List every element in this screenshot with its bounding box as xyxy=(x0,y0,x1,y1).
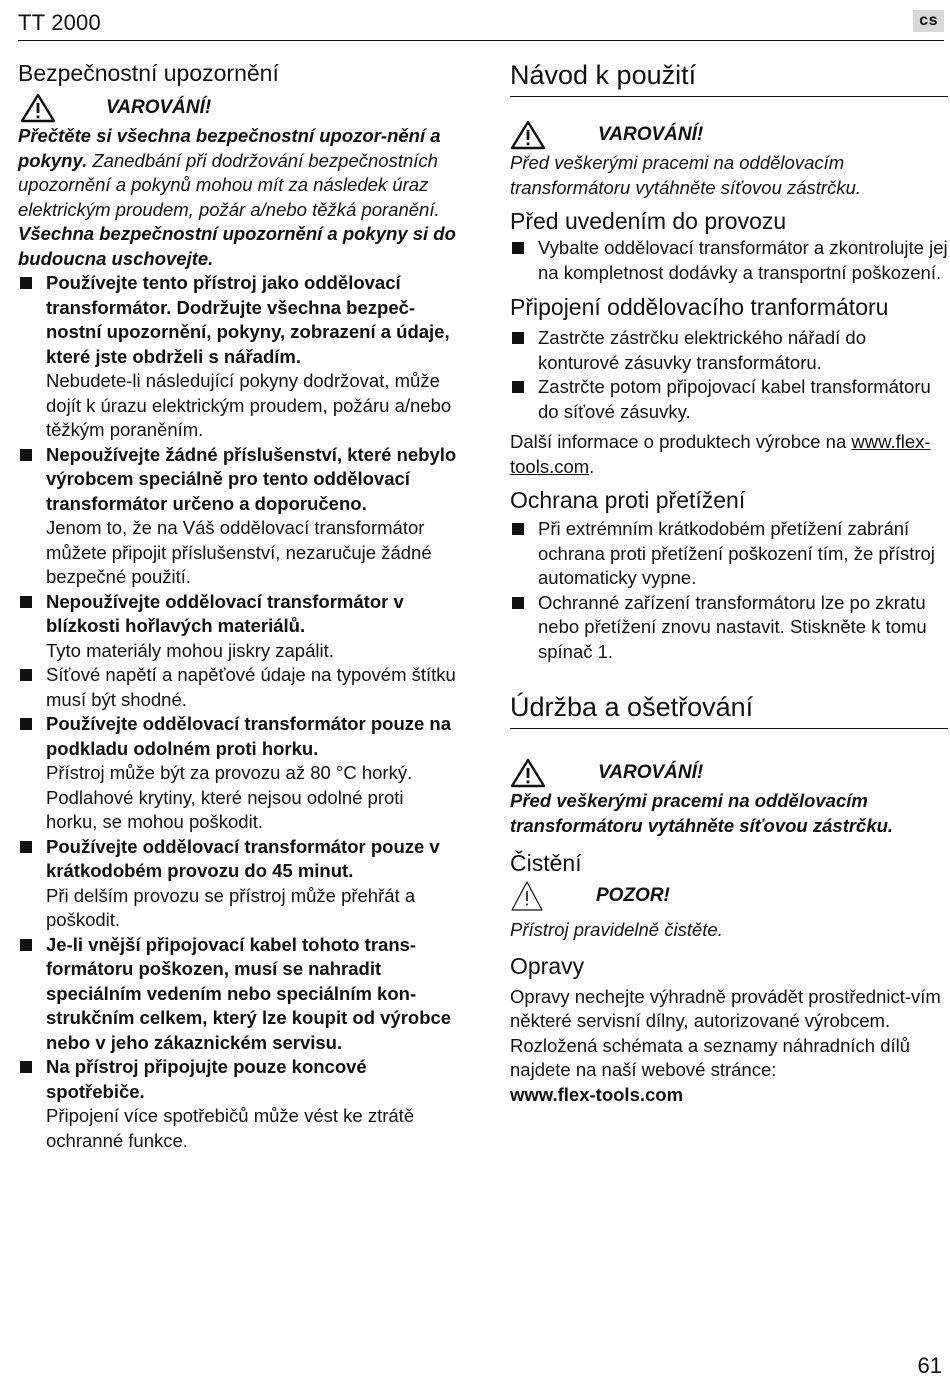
left-column xyxy=(18,58,458,1153)
section-title-startup: Před uvedením do provozu xyxy=(510,208,787,234)
safety-item xyxy=(18,590,458,664)
warning-label: VAROVÁNÍ! xyxy=(598,761,704,783)
item-bold: Je-li vnější připojovací kabel tohoto trans-formátoru poškozen, musí se nahradit speciálním vedením nebo speciálním kon-strukčním celkem, který lze koupit od výrobce nebo v jeho zákaznickém servisu. xyxy=(46,933,452,1053)
section-title-overload: Ochrana proti přetížení xyxy=(510,487,746,513)
caution-label: POZOR! xyxy=(596,884,670,906)
bullet-square-icon xyxy=(512,597,524,609)
warning-row xyxy=(18,92,458,124)
keep-instructions: Všechna bezpečnostní upozornění a pokyny si do budoucna uschovejte. xyxy=(18,223,456,269)
safety-item xyxy=(18,663,458,712)
bullet-square-icon xyxy=(20,449,32,461)
item-text: Při extrémním krátkodobém přetížení zabrání ochrana proti přetížení poškození tím, že přístroj automaticky vypne. xyxy=(538,518,935,588)
safety-item xyxy=(18,933,458,1056)
intro-paragraph xyxy=(18,124,458,222)
item-bold: Používejte oddělovací transformátor pouze na podkladu odolném proti horku. xyxy=(46,713,452,759)
safety-item xyxy=(18,443,458,590)
item-text: Zastrčte zástrčku elektrického nářadí do konturové zásuvky transformátoru. xyxy=(538,327,867,373)
list-item xyxy=(510,326,948,375)
section-title-repairs: Opravy xyxy=(510,952,585,979)
item-text: Vybalte oddělovací transformátor a zkontrolujte jej na kompletnost dodávky a transportní poškození. xyxy=(538,237,948,283)
website-link[interactable]: www.flex-tools.com xyxy=(510,431,931,477)
item-text: Připojení více spotřebičů může vést ke ztrátě ochranné funkce. xyxy=(46,1105,415,1151)
bullet-square-icon xyxy=(20,596,32,608)
item-bold: Nepoužívejte oddělovací transformátor v blízkosti hořlavých materiálů. xyxy=(46,590,404,636)
connect-list xyxy=(510,326,948,424)
safety-item xyxy=(18,1055,458,1153)
item-text: Přístroj může být za provozu až 80 °C horký. Podlahové krytiny, které nejsou odolné proti horku, se mohou poškodit. xyxy=(46,762,413,832)
startup-list xyxy=(510,236,948,285)
list-item xyxy=(510,236,948,285)
bullet-square-icon xyxy=(20,718,32,730)
usage-title: Návod k použití xyxy=(510,58,948,97)
warning-triangle-icon xyxy=(510,120,546,150)
safety-item xyxy=(18,712,458,835)
list-item xyxy=(510,517,948,591)
cleaning-text: Přístroj pravidelně čistěte. xyxy=(510,919,723,940)
overload-list xyxy=(510,517,948,664)
item-bold: Používejte tento přístroj jako oddělovací transformátor. Dodržujte všechna bezpeč-nostní upozornění, pokyny, zobrazení a údaje, které jste obdrželi s nářadím. xyxy=(46,272,450,367)
model-name: TT 2000 xyxy=(18,10,101,35)
item-text: Při delším provozu se přístroj může přehřát a poškodit. xyxy=(46,884,416,930)
warning-row xyxy=(510,119,948,151)
parts-text: Rozložená schémata a seznamy náhradních dílů najdete na naší webové stránce: xyxy=(510,1034,911,1080)
bullet-square-icon xyxy=(20,669,32,681)
item-text: Tyto materiály mohou jiskry zapálit. xyxy=(46,639,334,661)
intro-bold: Přečtěte si všechna bezpečnostní upozor-nění a pokyny. xyxy=(18,125,441,171)
intro-text: Zanedbání při dodržování bezpečnostních upozornění a pokynů mohou mít za následek úraz elektrickým proudem, požár a/nebo těžká poranění. xyxy=(18,149,440,220)
maintenance-warning-text: Před veškerými pracemi na oddělovacím transformátoru vytáhněte síťovou zástrčku. xyxy=(510,790,894,836)
language-badge: cs xyxy=(913,10,944,32)
bullet-square-icon xyxy=(512,381,524,393)
bullet-square-icon xyxy=(20,841,32,853)
page-header xyxy=(18,6,944,41)
warning-label: VAROVÁNÍ! xyxy=(106,96,212,118)
repairs-text: Opravy nechejte výhradně provádět prostřednict-vím některé servisní dílny, autorizované výrobcem. xyxy=(510,985,941,1031)
list-item xyxy=(510,591,948,665)
warning-row xyxy=(510,757,948,789)
item-text: Jenom to, že na Váš oddělovací transformátor můžete připojit příslušenství, nezaručuje žádné bezpečné použití. xyxy=(46,517,432,587)
list-item xyxy=(510,375,948,424)
caution-row xyxy=(510,878,948,914)
page-number: 61 xyxy=(917,1353,942,1378)
warning-label: VAROVÁNÍ! xyxy=(598,123,704,145)
right-column xyxy=(510,58,948,1107)
warning-triangle-icon xyxy=(20,93,56,123)
bullet-square-icon xyxy=(512,332,524,344)
safety-item xyxy=(18,835,458,933)
maintenance-title: Údržba a ošetřování xyxy=(510,690,948,729)
parts-website[interactable]: www.flex-tools.com xyxy=(510,1083,684,1105)
info-text: Další informace o produktech výrobce na xyxy=(510,431,852,452)
item-bold: Používejte oddělovací transformátor pouze v krátkodobém provozu do 45 minut. xyxy=(46,835,440,881)
section-title-connect: Připojení oddělovacího tranformátoru xyxy=(510,294,889,320)
warning-text: Před veškerými pracemi na oddělovacím transformátoru vytáhněte síťovou zástrčku. xyxy=(510,152,862,198)
safety-title: Bezpečnostní upozornění xyxy=(18,60,279,86)
bullet-square-icon xyxy=(20,1061,32,1073)
item-text: Zastrčte potom připojovací kabel transformátoru do síťové zásuvky. xyxy=(538,376,931,422)
bullet-square-icon xyxy=(20,939,32,951)
bullet-square-icon xyxy=(512,523,524,535)
info-paragraph xyxy=(510,430,948,479)
warning-triangle-icon xyxy=(510,758,546,788)
item-bold: Nepoužívejte žádné příslušenství, které nebylo výrobcem speciálně pro tento oddělovací transformátor určeno a doporučeno. xyxy=(46,443,457,514)
bullet-square-icon xyxy=(512,242,524,254)
safety-list xyxy=(18,271,458,1153)
item-text: Nebudete-li následující pokyny dodržovat, může dojít k úrazu elektrickým proudem, požáru a/nebo těžkým poraněním. xyxy=(46,370,452,440)
info-end: . xyxy=(589,455,595,477)
section-title-cleaning: Čistění xyxy=(510,850,582,876)
item-text: Ochranné zařízení transformátoru lze po zkratu nebo přetížení znovu nastavit. Stiskněte k tomu spínač 1. xyxy=(538,591,927,662)
caution-triangle-icon xyxy=(510,880,544,912)
item-bold: Na přístroj připojujte pouze koncové spotřebiče. xyxy=(46,1056,367,1102)
item-text: Síťové napětí a napěťové údaje na typovém štítku musí být shodné. xyxy=(46,664,456,710)
bullet-square-icon xyxy=(20,277,32,289)
safety-item xyxy=(18,271,458,443)
